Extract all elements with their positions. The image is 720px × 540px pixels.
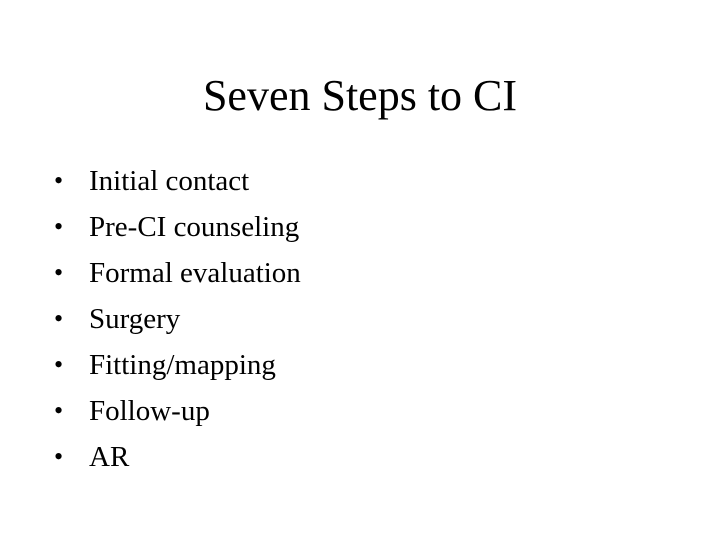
bullet-item [54,296,674,342]
bullet-icon: • [54,304,64,333]
bullet-icon: • [54,212,64,241]
bullet-icon: • [54,396,64,425]
bullet-icon: • [54,442,64,471]
bullet-icon: • [54,350,64,379]
bullet-item [54,342,674,388]
bullet-list [54,158,674,480]
slide-title: Seven Steps to CI [202,71,518,120]
bullet-text: Pre-CI counseling [89,211,300,243]
bullet-icon: • [54,166,64,195]
bullet-item [54,204,674,250]
bullet-icon: • [54,258,64,287]
bullet-text: Formal evaluation [89,257,301,289]
bullet-item [54,434,674,480]
bullet-text: AR [89,441,130,473]
bullet-text: Surgery [89,303,181,335]
bullet-item [54,250,674,296]
bullet-item [54,388,674,434]
bullet-text: Fitting/mapping [89,349,276,381]
bullet-item [54,158,674,204]
bullet-text: Initial contact [89,165,250,197]
bullet-text: Follow-up [89,395,210,427]
